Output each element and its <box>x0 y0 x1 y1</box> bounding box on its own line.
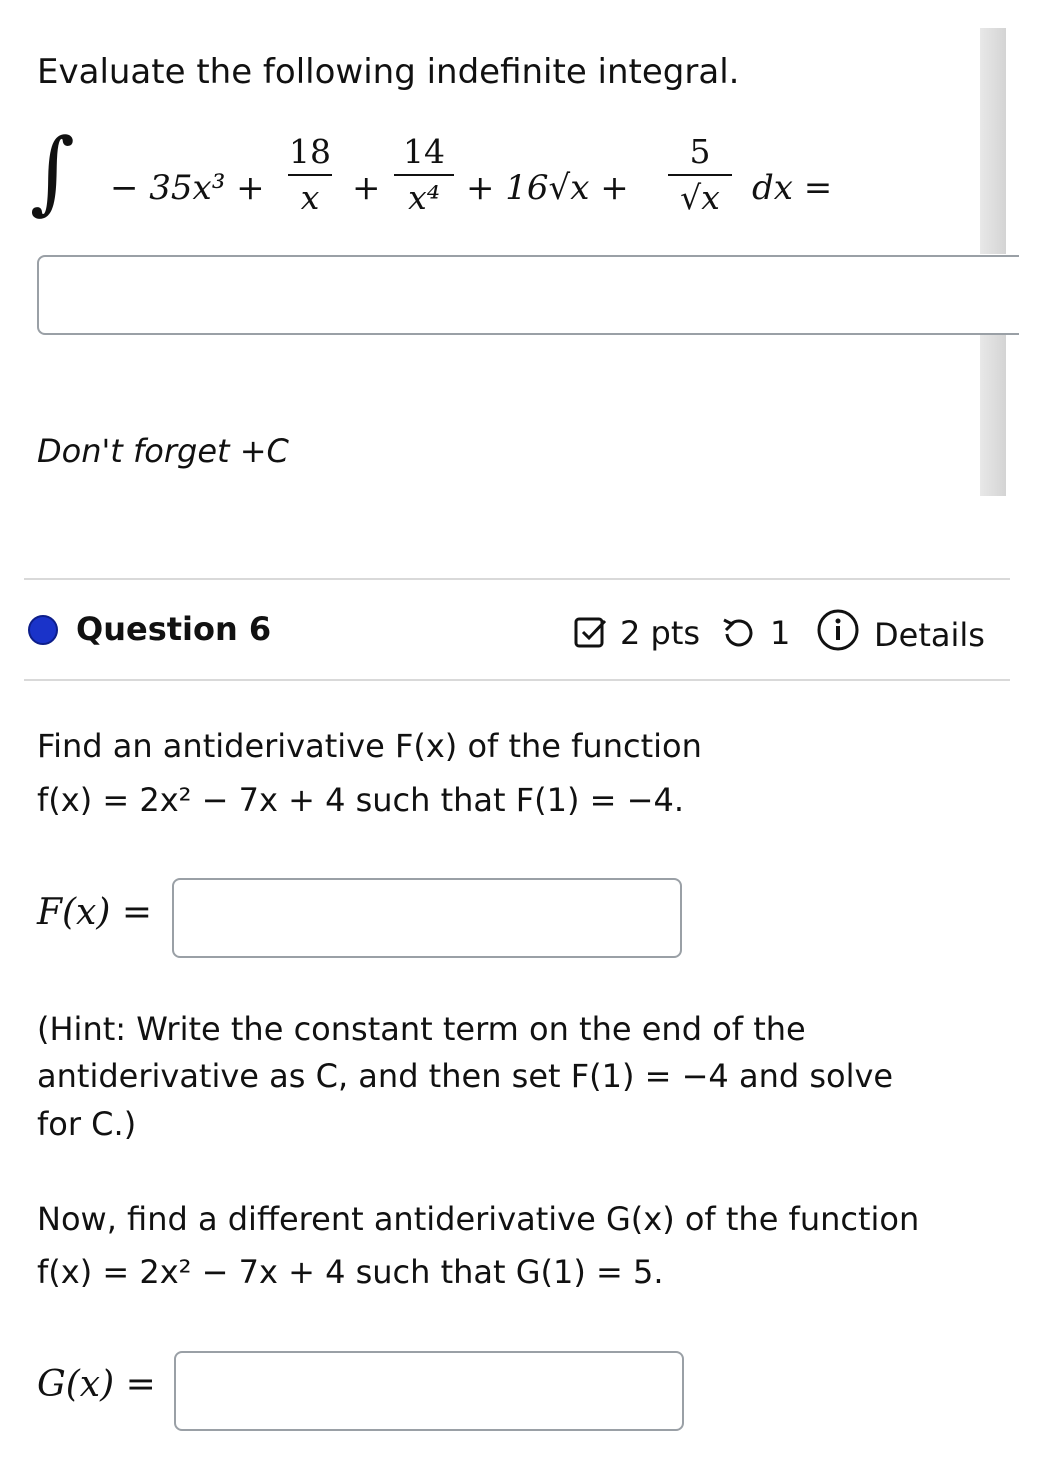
prompt-line-2: f(x) = 2x² − 7x + 4 such that F(1) = −4. <box>37 781 684 819</box>
divider-top <box>24 578 1010 580</box>
question-title: Question 6 <box>76 610 272 648</box>
F-label: F(x) = <box>37 892 152 933</box>
dx-equals: dx = <box>752 168 833 208</box>
hint-line-1: (Hint: Write the constant term on the end of the <box>37 1010 806 1048</box>
question-status-dot-icon <box>28 615 58 645</box>
retry-icon <box>720 614 758 652</box>
info-icon <box>816 608 860 652</box>
details-label[interactable]: Details <box>874 616 985 654</box>
F-answer-input[interactable] <box>172 878 682 958</box>
prompt2-line-1: Now, find a different antiderivative G(x) of the function <box>37 1200 920 1238</box>
points-label: 2 pts <box>620 614 701 652</box>
fraction-18-over-x: 18 x <box>289 132 331 217</box>
plus-sign: + <box>352 168 381 208</box>
scrollbar-track-upper <box>980 28 1006 254</box>
G-answer-input[interactable] <box>174 1351 684 1431</box>
integral-answer-input[interactable] <box>37 255 1019 335</box>
term-16-sqrt-x: + 16√x + <box>466 168 629 208</box>
integral-expression <box>30 119 930 240</box>
plus-c-reminder: Don't forget +C <box>37 432 289 470</box>
fraction-14-over-x4: 14 x⁴ <box>394 132 454 218</box>
integral-sign: ∫ <box>30 119 75 225</box>
hint-line-2: antiderivative as C, and then set F(1) = −4 and solve <box>37 1057 894 1095</box>
scrollbar-track-lower <box>980 334 1006 496</box>
G-label: G(x) = <box>37 1364 156 1405</box>
divider-bottom <box>24 679 1010 681</box>
checkbox-edit-icon <box>574 616 608 650</box>
hint-line-3: for C.) <box>37 1105 137 1143</box>
fraction-5-over-sqrt-x: 5 √x <box>668 132 732 218</box>
prompt-line-1: Find an antiderivative F(x) of the function <box>37 727 702 765</box>
attempts-count: 1 <box>770 614 791 652</box>
term-35x3: − 35x³ + <box>110 168 265 208</box>
prompt2-line-2: f(x) = 2x² − 7x + 4 such that G(1) = 5. <box>37 1253 664 1291</box>
q5-instruction: Evaluate the following indefinite integral. <box>37 52 740 92</box>
